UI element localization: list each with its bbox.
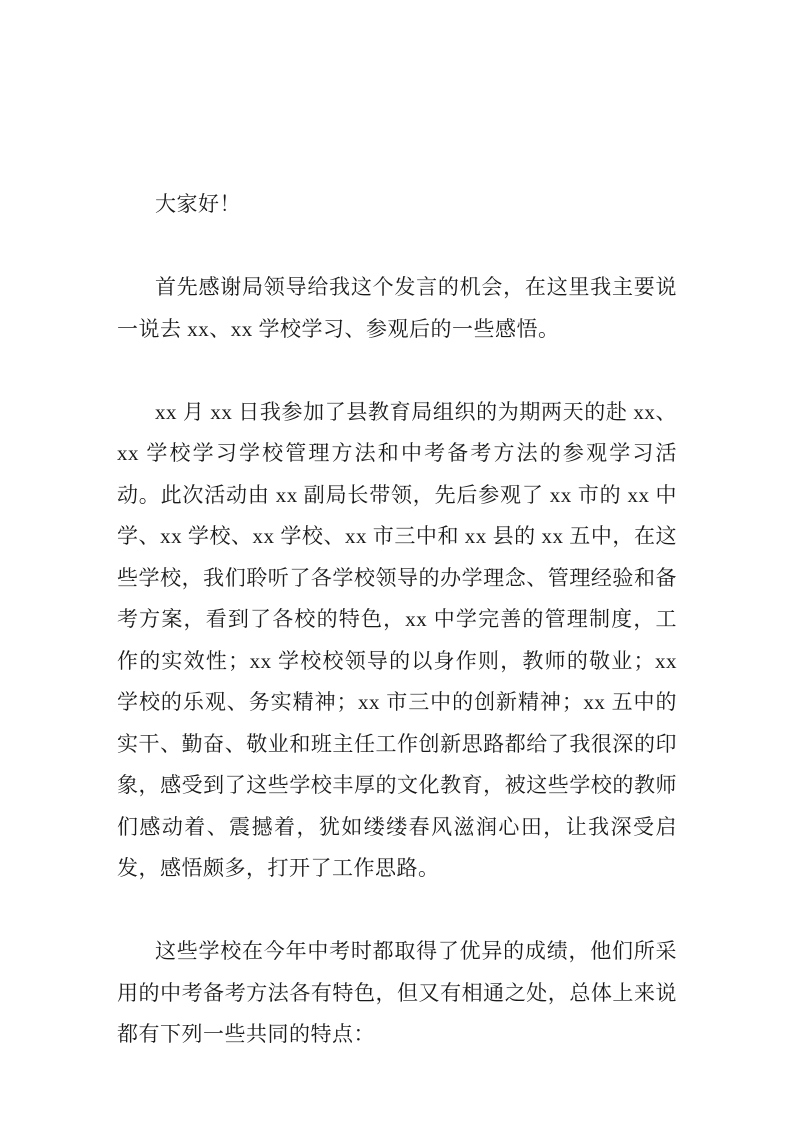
paragraph-visit-details: xx 月 xx 日我参加了县教育局组织的为期两天的赴 xx、xx 学校学习学校管理方法和中考备考方法的参观学习活动。此次活动由 xx 副局长带领，先后参观了 xx 市的 xx 中学、xx 学校、xx 学校、xx 市三中和 xx 县的 xx 五中，在这些学校，我们聆听了各学校领导的办学理念、管理经验和备考方案，看到了各校的特色，xx 中学完善的管理制度，工作的实效性；xx 学校校领导的以身作则，教师的敬业；xx 学校的乐观、务实精神；xx 市三中的创新精神；xx 五中的实干、勤奋、敬业和班主任工作创新思路都给了我很深的印象，感受到了这些学校丰厚的文化教育，被这些学校的教师们感动着、震撼着，犹如缕缕春风滋润心田，让我深受启发，感悟颇多，打开了工作思路。 — [117, 399, 677, 880]
paragraph-summary: 这些学校在今年中考时都取得了优异的成绩，他们所采用的中考备考方法各有特色，但又有相通之处，总体上来说都有下列一些共同的特点： — [117, 939, 677, 1046]
document-body — [117, 184, 677, 1097]
paragraph-intro: 首先感谢局领导给我这个发言的机会，在这里我主要说一说去 xx、xx 学校学习、参观后的一些感悟。 — [117, 275, 677, 341]
paragraph-greeting: 大家好！ — [155, 192, 241, 216]
